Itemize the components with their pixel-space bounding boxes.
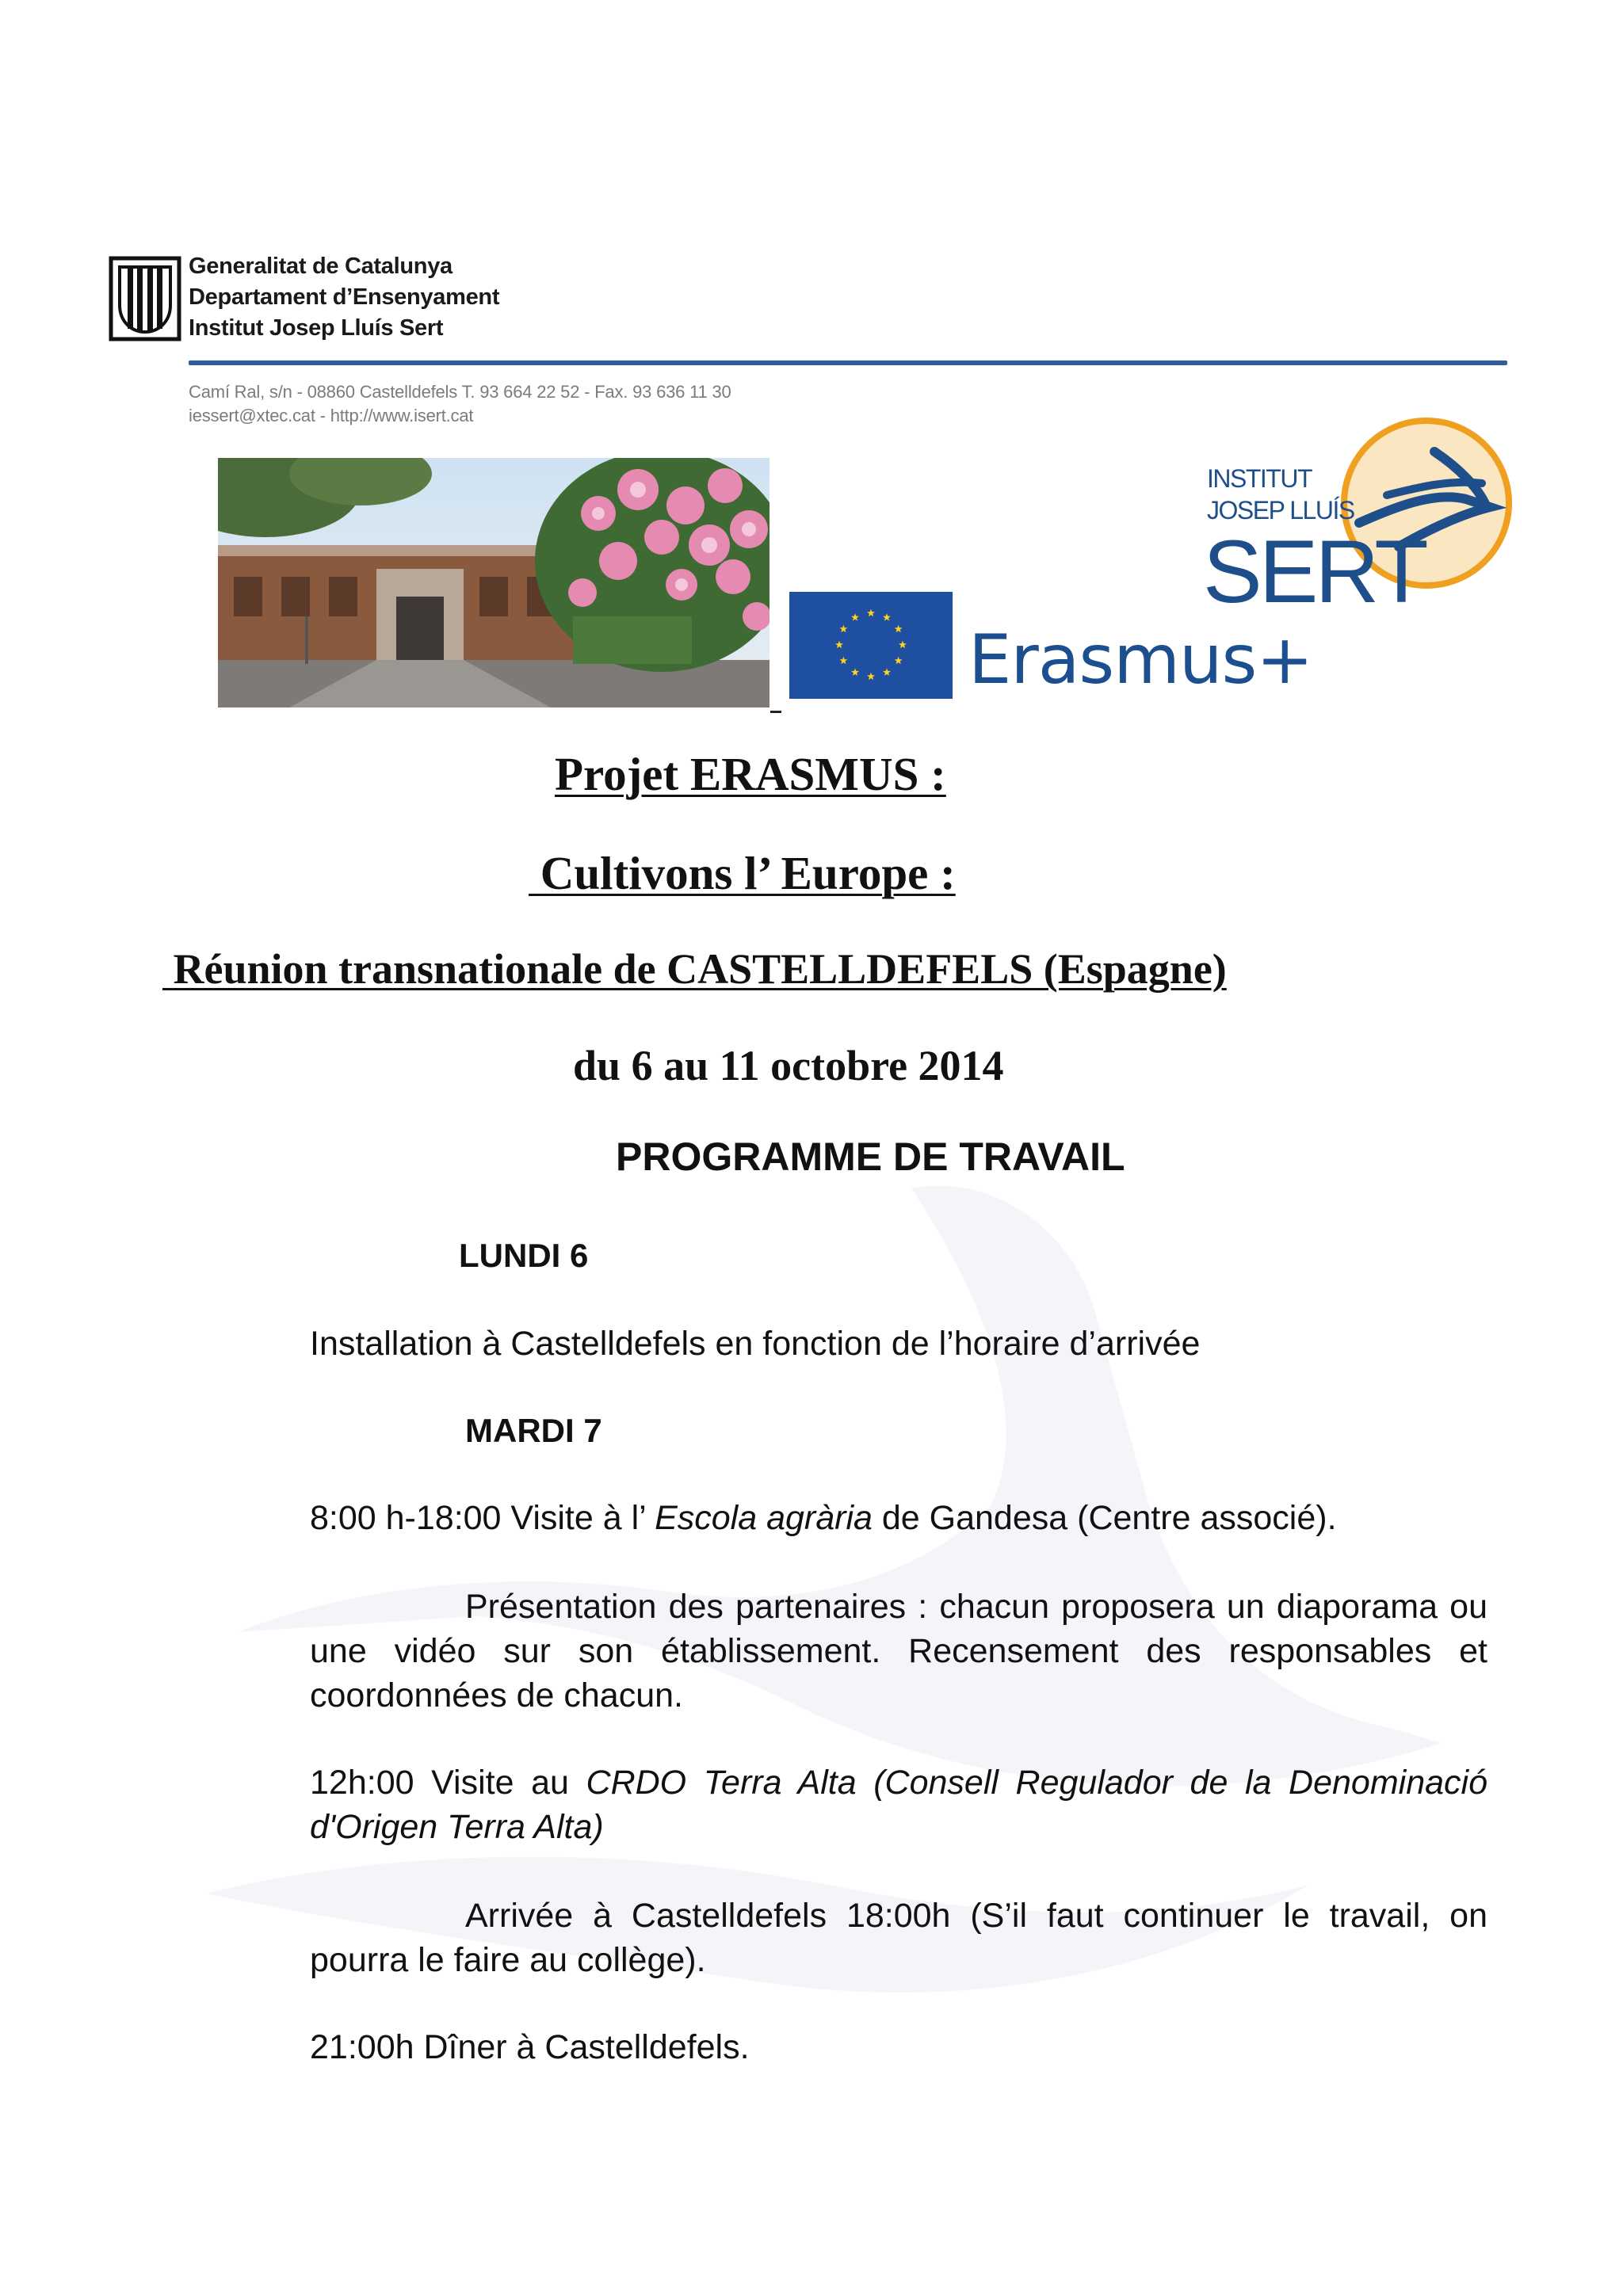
photo-underscore: [770, 711, 781, 713]
item-arrivee: Arrivée à Castelldefels 18:00h (S’il faut continuer le travail, on pourra le faire au collège).: [310, 1897, 1487, 1979]
letterhead-contact: iessert@xtec.cat - http://www.isert.cat: [189, 406, 474, 425]
day-heading-mardi: MARDI 7: [465, 1412, 602, 1449]
day-heading-lundi: LUNDI 6: [459, 1237, 589, 1274]
title-cultivons-europe: Cultivons l’ Europe :: [529, 847, 956, 899]
generalitat-logo: [109, 256, 181, 341]
item-installation: Installation à Castelldefels en fonction de l’horaire d’arrivée: [310, 1325, 1201, 1363]
letterhead-address: Camí Ral, s/n - 08860 Castelldefels T. 93 664 22 52 - Fax. 93 636 11 30: [189, 382, 731, 402]
item-presentation-partenaires: Présentation des partenaires : chacun proposera un diaporama ou une vidéo sur son établissement. Recensement des responsables et coordonnées de chacun.: [310, 1588, 1487, 1714]
sert-logo-josep-lluis: JOSEP LLUÍS: [1207, 496, 1354, 524]
title-projet-erasmus: Projet ERASMUS :: [555, 748, 946, 800]
letterhead-generalitat: Generalitat de Catalunya: [189, 254, 453, 279]
letterhead-institut: Institut Josep Lluís Sert: [189, 315, 444, 341]
item-visite-crdo: 12h:00 Visite au CRDO Terra Alta (Consell Regulador de la Denominació d'Origen Terra Alta): [310, 1764, 1487, 1846]
letterhead-departament: Departament d’Ensenyament: [189, 284, 500, 310]
sert-logo-sert: SERT: [1203, 522, 1426, 621]
programme-heading: PROGRAMME DE TRAVAIL: [616, 1135, 1125, 1179]
erasmus-plus-logo-text: Erasmus+: [968, 620, 1313, 700]
title-dates: du 6 au 11 octobre 2014: [573, 1042, 1004, 1089]
sert-logo-institut: INSTITUT: [1207, 464, 1312, 493]
item-visite-gandesa: 8:00 h-18:00 Visite à l’ Escola agrària de Gandesa (Centre associé).: [310, 1499, 1337, 1537]
item-diner: 21:00h Dîner à Castelldefels.: [310, 2028, 750, 2066]
title-reunion-castelldefels: Réunion transnationale de CASTELLDEFELS (Espagne): [162, 945, 1227, 993]
school-building-photo: [218, 458, 769, 707]
eu-flag-logo: [789, 592, 953, 699]
letterhead-divider: [189, 360, 1507, 365]
